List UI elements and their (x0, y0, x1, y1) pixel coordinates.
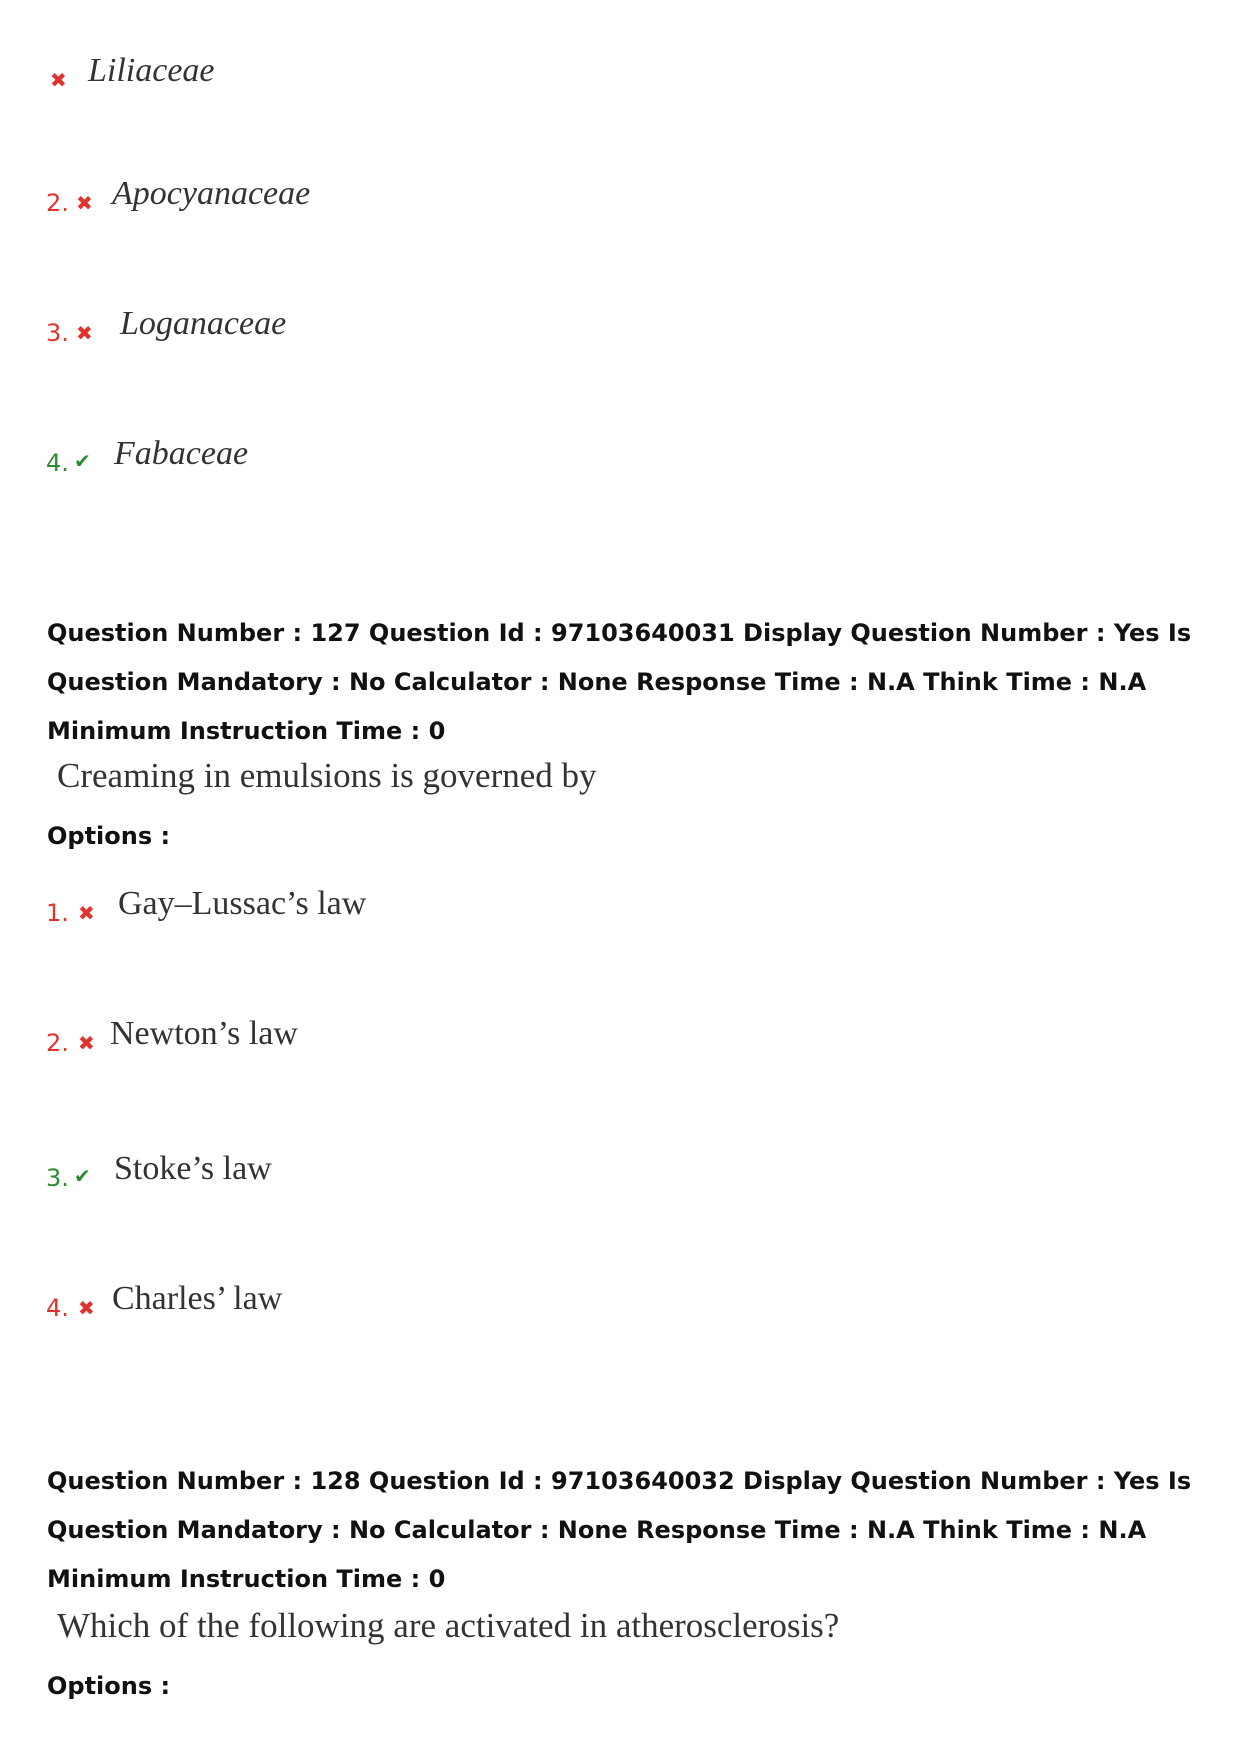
option-text: Newton’s law (110, 1015, 298, 1052)
option-text: Charles’ law (112, 1280, 283, 1317)
option-number: 4. (46, 449, 69, 477)
option-number: 4. (46, 1294, 69, 1322)
option-text: Loganaceae (120, 305, 287, 342)
cross-icon: ✖ (76, 321, 93, 345)
option-text: Apocyanaceae (112, 175, 311, 212)
options-label: Options : (47, 822, 171, 850)
option-text: Liliaceae (88, 52, 215, 89)
option-number: 2. (46, 1029, 69, 1057)
option-number: 2. (46, 189, 69, 217)
question-text: Which of the following are activated in atherosclerosis? (57, 1606, 840, 1645)
option-number: 1. (46, 899, 69, 927)
option-number: 3. (46, 1164, 69, 1192)
check-icon: ✔ (74, 449, 91, 473)
options-label: Options : (47, 1672, 171, 1700)
cross-icon: ✖ (50, 68, 67, 92)
option-number: 3. (46, 319, 69, 347)
option-text: Stoke’s law (114, 1150, 272, 1187)
cross-icon: ✖ (78, 901, 95, 925)
question-meta: Question Number : 127 Question Id : 97103640031 Display Question Number : Yes Is Question Mandatory : No Calculator : None Response Time : N.A Think Time : N.A Minimum Instruction Time : 0 (47, 619, 1192, 745)
question-meta: Question Number : 128 Question Id : 97103640032 Display Question Number : Yes Is Question Mandatory : No Calculator : None Response Time : N.A Think Time : N.A Minimum Instruction Time : 0 (47, 1467, 1192, 1593)
option-text: Fabaceae (114, 435, 249, 472)
question-text: Creaming in emulsions is governed by (57, 756, 597, 795)
option-text: Gay–Lussac’s law (118, 885, 367, 922)
cross-icon: ✖ (78, 1031, 95, 1055)
cross-icon: ✖ (76, 191, 93, 215)
cross-icon: ✖ (78, 1296, 95, 1320)
check-icon: ✔ (74, 1164, 91, 1188)
